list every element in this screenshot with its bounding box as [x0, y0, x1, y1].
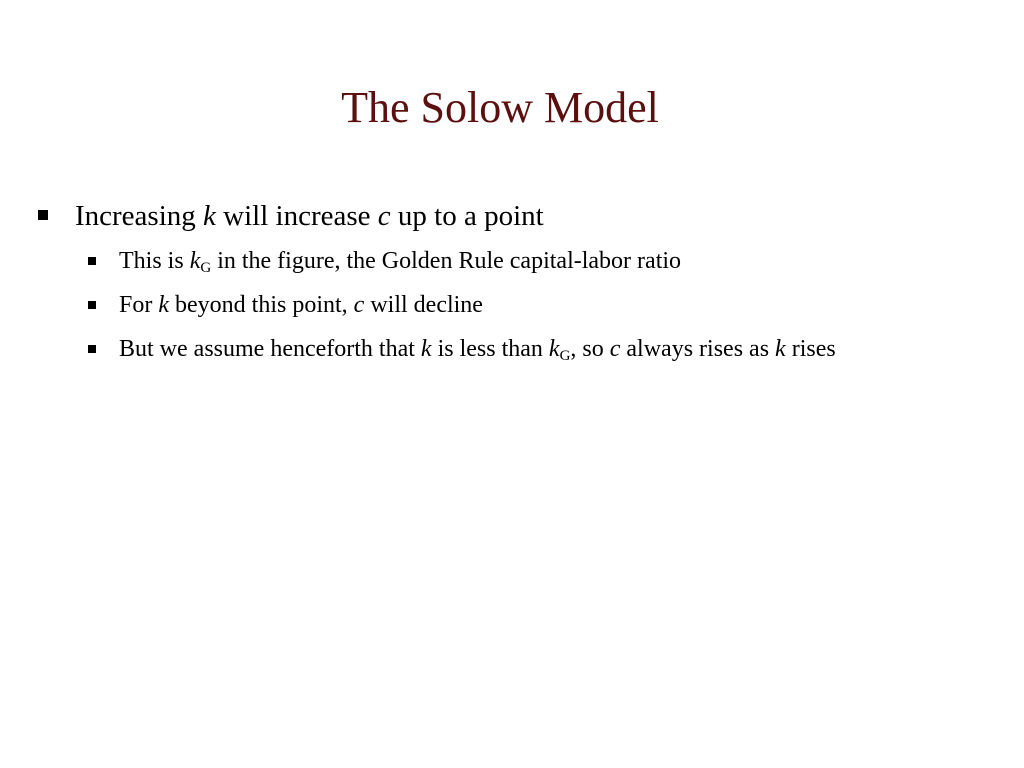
subscript-g: G — [200, 260, 212, 276]
text-run: Increasing — [75, 200, 204, 232]
sub-bullet-3 — [88, 331, 949, 368]
var-k: k — [775, 336, 786, 362]
var-c: c — [377, 200, 391, 232]
var-k: k — [548, 336, 560, 362]
square-bullet-icon — [38, 210, 48, 220]
sub-bullet-2 — [88, 287, 949, 324]
var-k: k — [158, 292, 169, 318]
var-k: k — [420, 336, 432, 362]
text-run: will increase — [215, 200, 378, 232]
text-run: up to a point — [390, 200, 544, 232]
var-k: k — [203, 200, 216, 232]
sub-bullet-1 — [88, 243, 949, 280]
var-k: k — [189, 248, 201, 274]
bullet-main — [38, 197, 978, 235]
text-run: in the figure, the Golden Rule capital-labor ratio — [211, 248, 682, 274]
subscript-g: G — [559, 348, 571, 364]
var-c: c — [609, 336, 621, 362]
var-c: c — [353, 292, 365, 318]
square-bullet-icon — [88, 345, 96, 353]
bullet-list — [38, 197, 978, 375]
text-run: This is — [119, 248, 190, 274]
text-run: , so — [570, 336, 610, 362]
text-run: rises — [785, 336, 836, 362]
text-run: For — [119, 292, 159, 318]
text-run: But we assume henceforth that — [119, 336, 421, 362]
text-run: is less than — [431, 336, 549, 362]
square-bullet-icon — [88, 301, 96, 309]
text-run: will decline — [364, 292, 483, 318]
text-run: always rises as — [620, 336, 776, 362]
text-run: beyond this point, — [169, 292, 354, 318]
sub-bullet-list — [88, 243, 978, 368]
slide-title: The Solow Model — [341, 83, 659, 132]
square-bullet-icon — [88, 257, 96, 265]
